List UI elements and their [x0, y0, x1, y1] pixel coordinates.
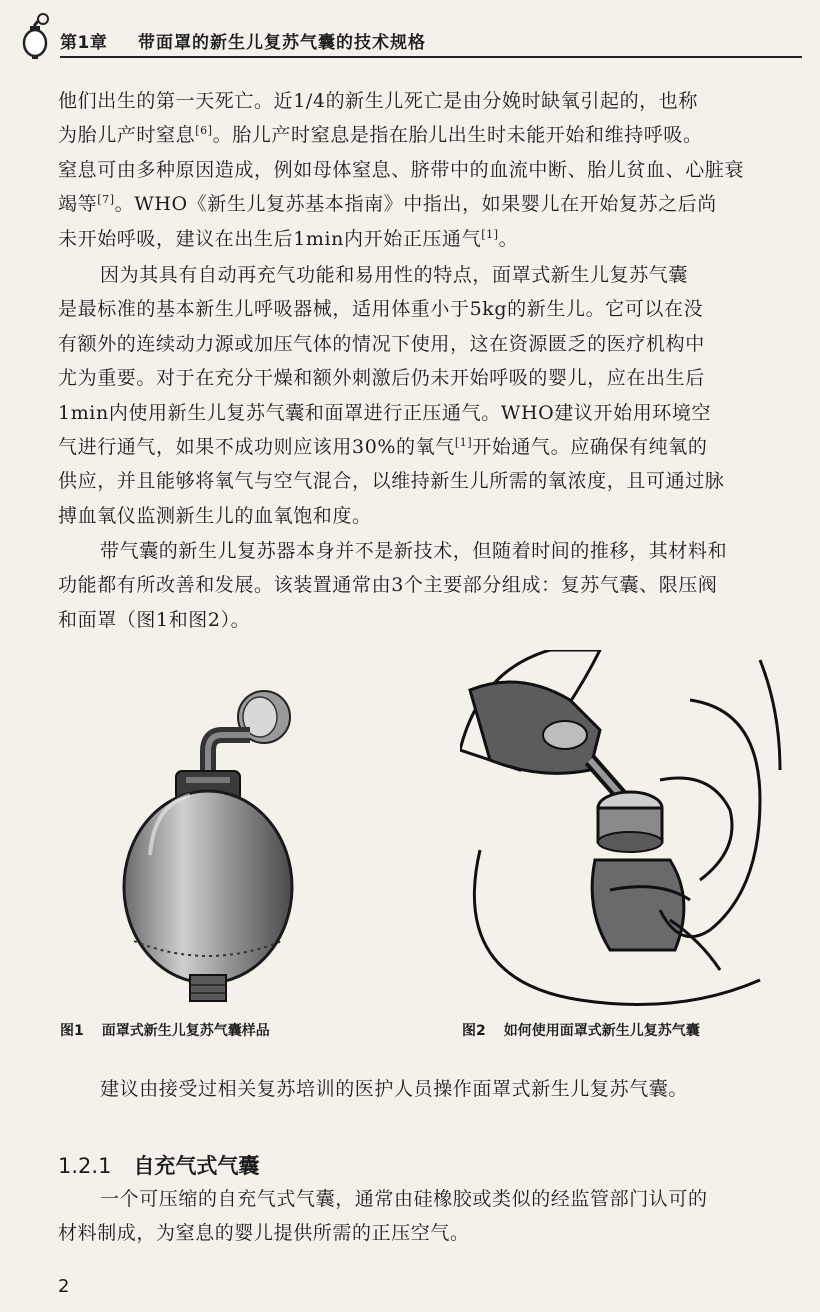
paragraph-3	[58, 534, 778, 637]
text-run: 开始通气。应确保有纯氧的	[472, 436, 708, 459]
figure-caption-text: 面罩式新生儿复苏气囊样品	[101, 1023, 270, 1039]
text-line: 尤为重要。对于在充分干燥和额外刺激后仍未开始呼吸的婴儿，应在出生后	[58, 367, 705, 390]
text-line	[58, 187, 778, 221]
citation: [7]	[97, 193, 115, 207]
resuscitator-logo-icon	[22, 12, 52, 60]
text-line	[58, 118, 778, 152]
text-line: 功能都有所改善和发展。该装置通常由3个主要部分组成：复苏气囊、限压阀	[58, 574, 718, 597]
text-line: 1min内使用新生儿复苏气囊和面罩进行正压通气。WHO建议开始用环境空	[58, 401, 712, 424]
text-line	[58, 430, 778, 464]
section-title: 自充气式气囊	[133, 1154, 260, 1178]
figure-2-caption	[462, 1020, 700, 1040]
figure-caption-text: 如何使用面罩式新生儿复苏气囊	[503, 1023, 700, 1039]
text-run: 竭等	[58, 193, 98, 216]
text-line: 一个可压缩的自充气式气囊，通常由硅橡胶或类似的经监管部门认可的	[100, 1188, 708, 1210]
running-header	[22, 8, 802, 62]
header-rule	[60, 56, 802, 58]
text-run: 为胎儿产时窒息	[58, 124, 196, 147]
section-number: 1.2.1	[58, 1154, 112, 1178]
citation: [6]	[195, 124, 213, 138]
figure-1-bag-illustration	[90, 655, 310, 1015]
text-line: 带气囊的新生儿复苏器本身并不是新技术，但随着时间的推移，其材料和	[100, 540, 728, 562]
text-line: 建议由接受过相关复苏培训的医护人员操作面罩式新生儿复苏气囊。	[100, 1078, 689, 1100]
figure-2-usage-illustration	[460, 650, 790, 1020]
figure-1-caption	[60, 1020, 270, 1040]
text-line: 供应，并且能够将氧气与空气混合，以维持新生儿所需的氧浓度，且可通过脉	[58, 470, 725, 493]
citation: [1]	[454, 436, 473, 450]
text-line: 是最标准的基本新生儿呼吸器械，适用体重小于5kg的新生儿。它可以在没	[58, 298, 704, 321]
paragraph-1	[58, 84, 778, 256]
figure-number: 图1	[60, 1023, 84, 1039]
text-line: 搏血氧仪监测新生儿的血氧饱和度。	[58, 504, 372, 527]
text-run: 。	[498, 227, 519, 250]
chapter-title: 带面罩的新生儿复苏气囊的技术规格	[138, 33, 426, 53]
text-run: 。WHO《新生儿复苏基本指南》中指出，如果婴儿在开始复苏之后尚	[114, 193, 717, 216]
text-line: 和面罩（图1和图2）。	[58, 608, 251, 631]
page-number: 2	[58, 1276, 70, 1297]
paragraph-4	[58, 1072, 778, 1106]
paragraph-2	[58, 258, 778, 533]
text-run: 。胎儿产时窒息是指在胎儿出生时未能开始和维持呼吸。	[212, 124, 703, 147]
text-line: 他们出生的第一天死亡。近1/4的新生儿死亡是由分娩时缺氧引起的，也称	[58, 90, 698, 112]
text-line	[58, 222, 778, 256]
text-run: 气进行通气，如果不成功则应该用30%的氧气	[58, 436, 455, 459]
section-heading	[58, 1150, 259, 1180]
text-line: 有额外的连续动力源或加压气体的情况下使用，这在资源匮乏的医疗机构中	[58, 332, 705, 355]
text-line: 窒息可由多种原因造成，例如母体窒息、脐带中的血流中断、胎儿贫血、心脏衰	[58, 158, 745, 181]
text-line: 因为其具有自动再充气功能和易用性的特点，面罩式新生儿复苏气囊	[100, 264, 689, 286]
citation: [1]	[481, 227, 499, 241]
text-line: 材料制成，为窒息的婴儿提供所需的正压空气。	[58, 1222, 470, 1245]
figure-number: 图2	[462, 1023, 486, 1039]
chapter-label: 第1章	[60, 33, 108, 53]
text-run: 未开始呼吸，建议在出生后1min内开始正压通气	[58, 227, 482, 250]
paragraph-5	[58, 1182, 778, 1251]
